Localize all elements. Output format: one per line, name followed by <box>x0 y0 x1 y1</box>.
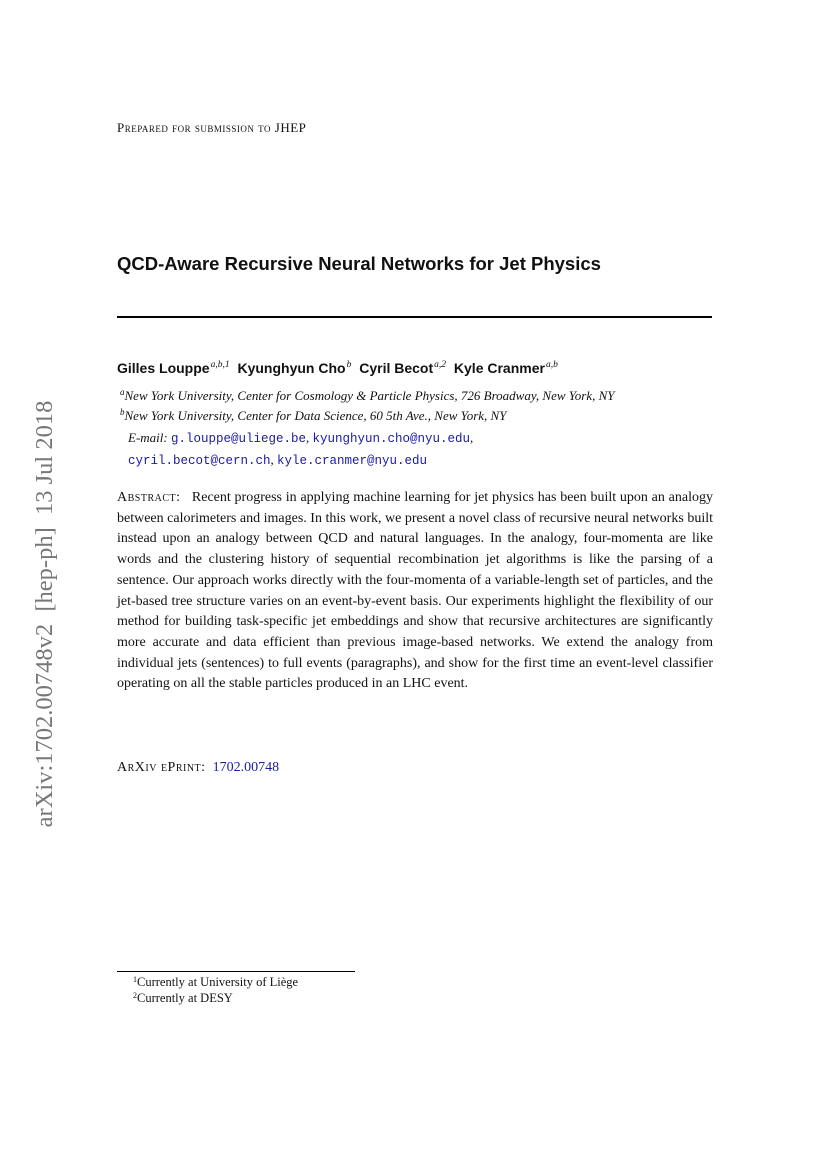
email-link[interactable]: kyunghyun.cho@nyu.edu <box>312 432 471 446</box>
email-separator: , <box>270 452 278 467</box>
eprint-link[interactable]: 1702.00748 <box>212 760 280 775</box>
footnote-mark: 1 <box>133 975 137 984</box>
title-divider <box>117 316 712 318</box>
affiliation-text: New York University, Center for Data Science, 60 5th Ave., New York, NY <box>124 408 507 423</box>
email-link[interactable]: cyril.becot@cern.ch <box>128 454 271 468</box>
author-affiliation-mark: b <box>346 360 352 370</box>
email-separator: , <box>470 430 474 445</box>
author-name: Kyunghyun Cho <box>237 360 346 376</box>
author-affiliation-mark: a,b,1 <box>210 360 230 370</box>
email-line-1 <box>128 430 473 446</box>
paper-title: QCD-Aware Recursive Neural Networks for Jet Physics <box>117 253 601 274</box>
email-line-2 <box>128 452 427 468</box>
email-link[interactable]: kyle.cranmer@nyu.edu <box>277 454 428 468</box>
affiliation-text: New York University, Center for Cosmology & Particle Physics, 726 Broadway, New York, NY <box>124 388 615 403</box>
abstract-text: Recent progress in applying machine learning for jet physics has been built upon an analogy between calorimeters and images. In this work, we present a novel class of recursive neural networks built instead upon an analogy between QCD and natural languages. In the analogy, four-momenta are like words and the clustering history of sequential recombination jet algorithms is like the parsing of a sentence. Our approach works directly with the four-momenta of a variable-length set of particles, and the jet-based tree structure varies on an event-by-event basis. Our experiments highlight the flexibility of our method for building task-specific jet embeddings and show that recursive architectures are significantly more accurate and data efficient than previous image-based networks. We extend the analogy from individual jets (sentences) to full events (paragraphs), and show for the first time an event-level classifier operating on all the stable particles produced in an LHC event. <box>117 490 714 692</box>
author-list <box>117 360 562 376</box>
footnote-text: Currently at University of Liège <box>137 975 299 989</box>
affiliation-mark: b <box>120 407 125 417</box>
footnote-mark: 2 <box>133 991 137 1000</box>
email-label: E-mail: <box>128 430 168 445</box>
email-separator: , <box>306 430 313 445</box>
author-affiliation-mark: a,2 <box>434 360 447 370</box>
footnote-1 <box>133 975 298 990</box>
author-affiliation-mark: a,b <box>545 360 558 370</box>
eprint-line <box>117 760 279 776</box>
author-name: Kyle Cranmer <box>453 360 545 376</box>
submission-note: Prepared for submission to JHEP <box>117 120 307 135</box>
affiliation-b <box>120 408 506 424</box>
abstract <box>117 488 713 695</box>
affiliation-mark: a <box>120 387 125 397</box>
author-name: Cyril Becot <box>359 360 434 376</box>
email-link[interactable]: g.louppe@uliege.be <box>170 432 306 446</box>
arxiv-identifier-sidebar: arXiv:1702.00748v2 [hep-ph] 13 Jul 2018 <box>31 400 58 828</box>
abstract-label: Abstract: <box>117 490 181 505</box>
footnote-divider <box>117 971 355 972</box>
eprint-label: ArXiv ePrint: <box>117 760 206 775</box>
footnote-2 <box>133 991 233 1006</box>
footnote-text: Currently at DESY <box>137 991 233 1005</box>
author-name: Gilles Louppe <box>117 360 210 376</box>
affiliation-a <box>120 388 615 404</box>
